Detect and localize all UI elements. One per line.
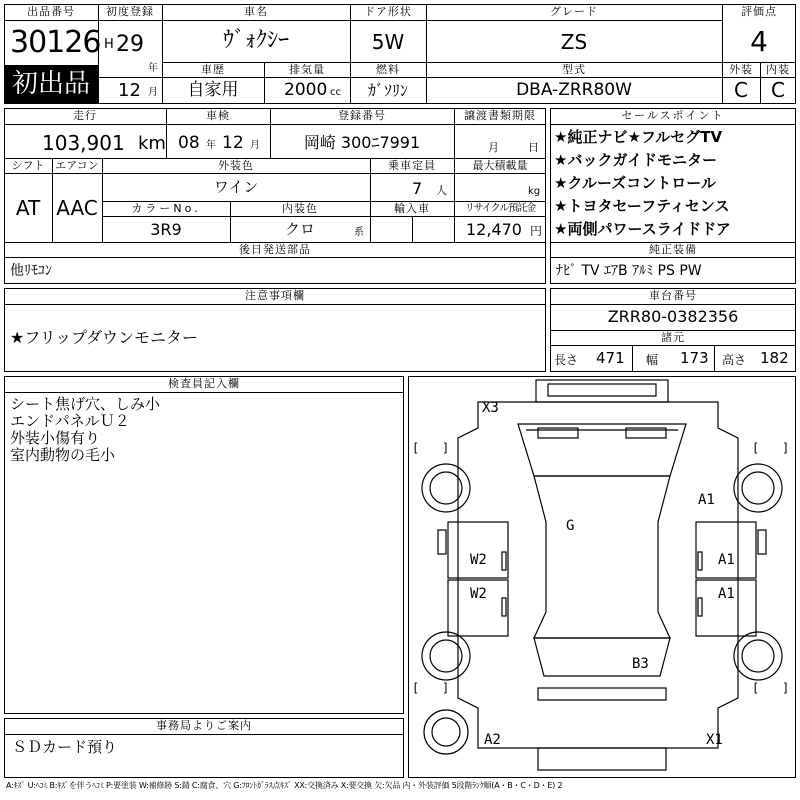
damage-mark-x1: X1 xyxy=(706,732,723,748)
sales-point-item: ★両側パワースライドドア xyxy=(554,220,731,238)
inspector-line: 室内動物の毛小 xyxy=(10,446,116,464)
length-label: 長さ xyxy=(554,353,579,367)
mileage-unit: km xyxy=(138,133,166,154)
length: 471 xyxy=(596,349,625,367)
later-parts: 他ﾘﾓｺﾝ xyxy=(10,263,52,279)
damage-mark-a1-front: A1 xyxy=(698,492,715,508)
transfer-label: 譲渡書類期限 xyxy=(464,109,536,122)
front-right-wheel xyxy=(734,464,782,512)
reg-number: 岡崎 300ﾆ7991 xyxy=(303,133,421,152)
front-left-wheel xyxy=(422,464,470,512)
damage-mark-w2-left: W2 xyxy=(470,552,487,568)
transfer-day-unit: 日 xyxy=(528,141,539,154)
chassis-label: 車台番号 xyxy=(649,289,697,302)
svg-text:]: ] xyxy=(442,441,450,455)
damage-mark-x3: X3 xyxy=(482,400,499,416)
office-value: ＳＤカード預り xyxy=(12,738,118,756)
year-unit: 年 xyxy=(148,63,158,74)
month: 12 xyxy=(118,80,141,101)
car-name-label: 車名 xyxy=(244,5,268,18)
capacity-label: 乗車定員 xyxy=(388,159,436,172)
mileage-label: 走行 xyxy=(73,109,97,122)
score: 4 xyxy=(750,25,768,58)
inspection-year: 08 xyxy=(178,133,200,153)
model-label: 型式 xyxy=(562,63,586,76)
later-parts-label: 後日発送部品 xyxy=(239,243,311,256)
inspection-month: 12 xyxy=(222,133,244,153)
displacement: 2000 xyxy=(284,80,328,100)
grade: ZS xyxy=(560,30,588,54)
load-unit: kg xyxy=(528,186,541,197)
interior-label: 内装 xyxy=(766,63,790,76)
month-unit: 月 xyxy=(148,87,158,98)
era: H xyxy=(104,37,114,52)
displacement-label: 排気量 xyxy=(289,63,325,76)
damage-mark-a1-right-mid: A1 xyxy=(718,552,735,568)
color-no: 3R9 xyxy=(150,220,182,239)
width: 173 xyxy=(680,349,709,367)
svg-text:]: ] xyxy=(442,681,450,695)
damage-mark-a1-right-rear: A1 xyxy=(718,586,735,602)
interior-color-suffix: 系 xyxy=(354,227,364,238)
load-label: 最大積載量 xyxy=(472,159,528,172)
car-diagram xyxy=(408,376,796,778)
genuine-equipment: ﾅﾋﾞ TV ｴｱB ｱﾙﾐ PS PW xyxy=(556,263,702,279)
right-front-door xyxy=(696,522,756,578)
ac: AAC xyxy=(56,196,98,220)
lot-number: 30126 xyxy=(10,25,101,60)
inspection-year-unit: 年 xyxy=(206,140,216,151)
svg-text:[: [ xyxy=(412,441,420,455)
capacity: 7 xyxy=(412,179,423,198)
exterior-label: 外装 xyxy=(729,63,753,76)
year: 29 xyxy=(116,32,144,57)
transfer-month-unit: 月 xyxy=(488,141,499,154)
spare-wheel xyxy=(424,710,468,754)
notes-value: ★フリップダウンモニター xyxy=(10,328,198,347)
mileage: 103,901 xyxy=(42,131,125,155)
front-bumper xyxy=(536,380,668,402)
first-listing-badge: 初出品 xyxy=(4,65,98,104)
fuel: ｶﾞｿﾘﾝ xyxy=(367,81,408,100)
damage-mark-a2: A2 xyxy=(484,732,501,748)
car-name: ｳﾞｫｸｼｰ xyxy=(222,28,289,53)
inspector-label: 検査員記入欄 xyxy=(168,377,240,390)
recycle-label: リサイクル預託金 xyxy=(464,203,536,214)
shift-label: シフト xyxy=(11,159,45,172)
inspector-line: エンドパネルＵ２ xyxy=(10,412,130,430)
sales-point-item: ★クルーズコントロール xyxy=(554,174,716,192)
sales-point-item: ★トヨタセーフティセンス xyxy=(554,197,730,215)
genuine-equipment-label: 純正装備 xyxy=(649,243,697,256)
width-label: 幅 xyxy=(646,353,659,367)
svg-text:]: ] xyxy=(782,441,790,455)
chassis-number: ZRR80-0382356 xyxy=(607,307,739,326)
rear-right-wheel xyxy=(734,632,782,680)
score-label: 評価点 xyxy=(741,5,777,18)
inspection-month-unit: 月 xyxy=(250,140,260,151)
legend: A:ｷｽﾞ U:ﾍｺﾐ B:ｷｽﾞを伴うﾍｺﾐ P:要塗装 W:補修跡 S:錆 C:腐食、穴 G:ﾌﾛﾝﾄｶﾞﾗｽ点ｷｽﾞ XX:交換済み X:要交換 欠:欠品 内・外装評価 5段階ﾗﾝｸ順(A・B・C・D・E) 2 xyxy=(6,781,563,790)
svg-text:[: [ xyxy=(412,681,420,695)
svg-text:]: ] xyxy=(782,681,790,695)
height-label: 高さ xyxy=(722,353,747,367)
grade-label: グレード xyxy=(550,5,598,18)
exterior-color-label: 外装色 xyxy=(218,159,254,172)
history-label: 車歴 xyxy=(201,63,225,76)
damage-mark-b3: B3 xyxy=(632,656,649,672)
rear-window xyxy=(534,638,670,676)
interior-color-label: 内装色 xyxy=(282,202,318,215)
history: 自家用 xyxy=(187,80,239,100)
shift: AT xyxy=(15,196,41,220)
sales-point-item: ★バックガイドモニター xyxy=(554,151,717,169)
door: 5W xyxy=(371,30,405,54)
door-label: ドア形状 xyxy=(364,5,412,18)
left-front-door xyxy=(448,522,508,578)
lot-label: 出品番号 xyxy=(27,5,75,18)
height: 182 xyxy=(760,349,789,367)
inspector-line: 外装小傷有り xyxy=(10,429,101,447)
recycle: 12,470 xyxy=(466,220,522,239)
fuel-label: 燃料 xyxy=(376,63,400,76)
interior-score: C xyxy=(771,78,785,102)
windshield xyxy=(518,424,686,476)
rear-left-wheel xyxy=(422,632,470,680)
interior-color: クロ xyxy=(284,220,315,238)
svg-text:[: [ xyxy=(752,681,760,695)
model: DBA-ZRR80W xyxy=(516,80,632,100)
first-reg-label: 初度登録 xyxy=(106,5,154,18)
sales-point-item: ★純正ナビ★フルセグTV xyxy=(554,128,723,146)
displacement-unit: cc xyxy=(330,87,341,98)
sales-points-label: セールスポイント xyxy=(621,109,725,122)
exterior-color: ワイン xyxy=(213,178,259,196)
ac-label: エアコン xyxy=(55,159,99,172)
roof xyxy=(534,476,670,638)
color-no-label: カラーNo. xyxy=(131,202,201,215)
rear-bumper xyxy=(538,748,666,770)
damage-mark-g: G xyxy=(566,518,575,534)
office-label: 事務局よりご案内 xyxy=(156,719,252,732)
notes-label: 注意事項欄 xyxy=(245,289,305,302)
inspector-line: シート焦げ穴、しみ小 xyxy=(10,395,161,413)
reg-label: 登録番号 xyxy=(338,109,386,122)
svg-text:[: [ xyxy=(752,441,760,455)
damage-mark-w2-left-rear: W2 xyxy=(470,586,487,602)
import-label: 輸入車 xyxy=(394,202,430,215)
capacity-unit: 人 xyxy=(436,184,447,197)
recycle-unit: 円 xyxy=(530,224,543,238)
exterior-score: C xyxy=(734,78,748,102)
inspection-label: 車検 xyxy=(206,109,230,122)
dims-label: 諸元 xyxy=(661,331,685,344)
